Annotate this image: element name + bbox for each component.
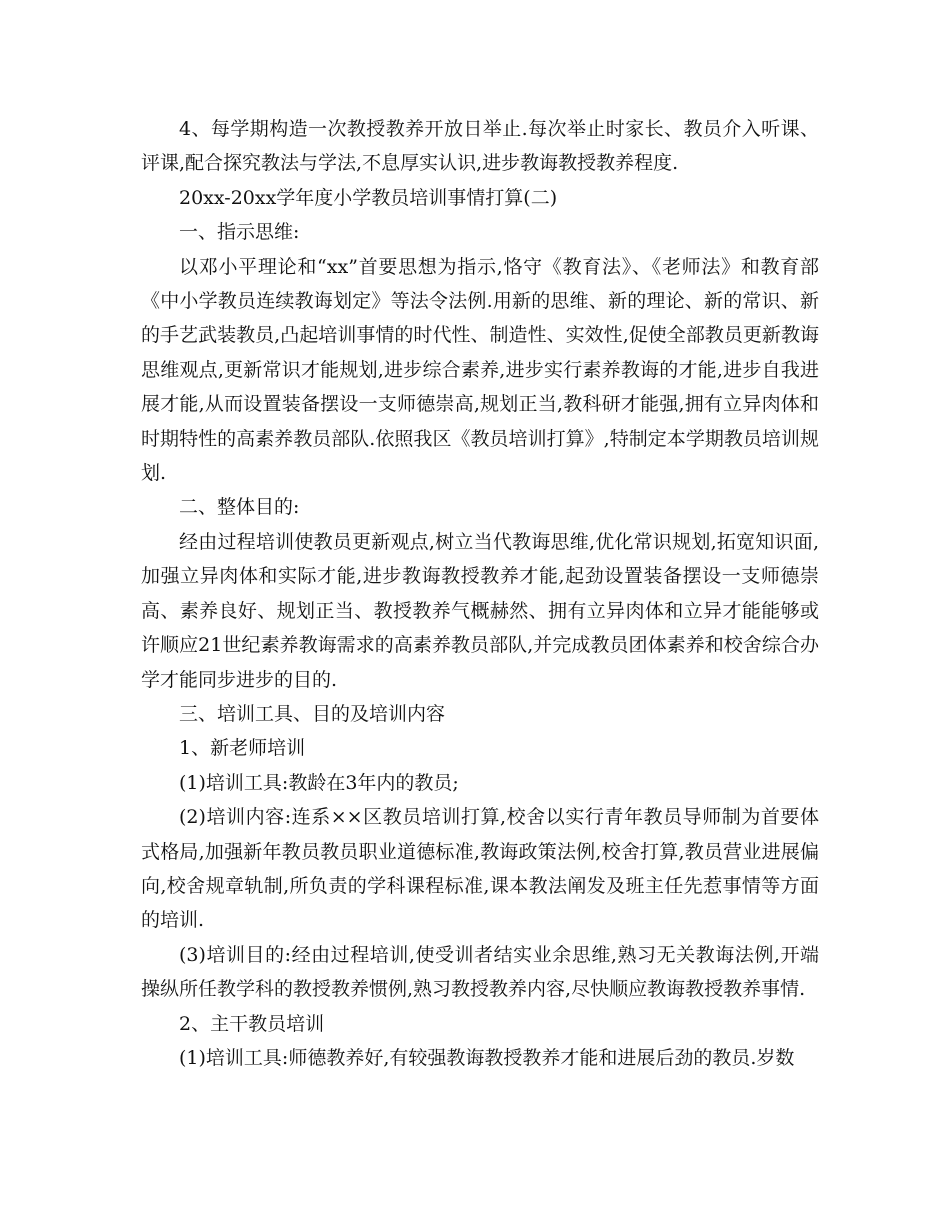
item-new-teacher-targets: (1)培训工具:教龄在3年内的教员; [179, 771, 459, 794]
section-title-training-plan-two: 20xx-20xx学年度小学教员培训事情打算(二) [179, 186, 558, 209]
heading-backbone-teacher-training: 2、主干教员培训 [179, 1012, 325, 1035]
paragraph-overall-goal: 经由过程培训使教员更新观点,树立当代教诲思维,优化常识规划,拓宽知识面,加强立异肉体和实际才能,进步教诲教授教养才能,起劲设置装备摆设一支师德崇高、素养良好、规划正当、教授教养气概赫然、拥有立异肉体和立异才能能够或许顺应21世纪素养教诲需求的高素养教员部队,并完成教员团体素养和校舍综合办学才能同步进步的目的. [141, 530, 819, 691]
heading-overall-goal: 二、整体目的: [179, 496, 300, 519]
paragraph-guiding-thought: 以邓小平理论和“xx”首要思想为指示,恪守《教育法》、《老师法》和教育部《中小学教员连续教诲划定》等法令法例.用新的思维、新的理论、新的常识、新的手艺武装教员,凸起培训事情的时代性、制造性、实效性,促使全部教员更新教诲思维观点,更新常识才能规划,进步综合素养,进步实行素养教诲的才能,进步自我进展才能,从而设置装备摆设一支师德崇高,规划正当,教科研才能强,拥有立异肉体和时期特性的高素养教员部队.依照我区《教员培训打算》,特制定本学期教员培训规划. [141, 255, 819, 485]
document-body [141, 112, 819, 1075]
item-new-teacher-content: (2)培训内容:连系××区教员培训打算,校舍以实行青年教员导师制为首要体式格局,加强新年教员教员职业道德标准,教诲政策法例,校舍打算,教员营业进展偏向,校舍规章轨制,所负责的学科课程标准,课本教法阐发及班主任先惹事情等方面的培训. [141, 806, 819, 932]
item-new-teacher-goal: (3)培训目的:经由过程培训,使受训者结实业余思维,熟习无关教诲法例,开端操纵所任教学科的教授教养惯例,熟习教授教养内容,尽快顺应教诲教授教养事情. [141, 943, 819, 1001]
heading-training-targets: 三、培训工具、目的及培训内容 [179, 702, 446, 725]
item-backbone-teacher-targets: (1)培训工具:师德教养好,有较强教诲教授教养才能和进展后劲的教员.岁数 [179, 1046, 795, 1069]
heading-guiding-thought: 一、指示思维: [179, 221, 300, 244]
paragraph-open-day: 4、每学期构造一次教授教养开放日举止.每次举止时家长、教员介入听课、评课,配合探究教法与学法,不息厚实认识,进步教诲教授教养程度. [141, 118, 819, 175]
heading-new-teacher-training: 1、新老师培训 [179, 737, 306, 760]
